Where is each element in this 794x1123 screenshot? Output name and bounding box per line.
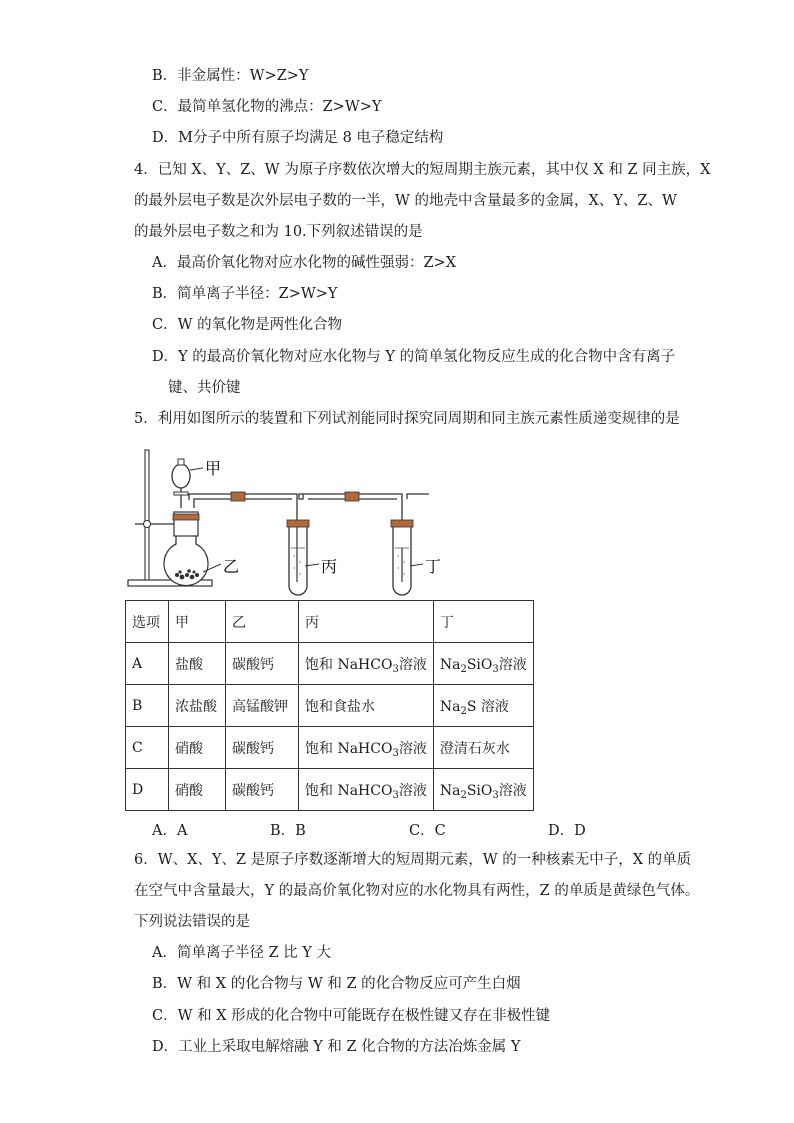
q4-stem-line2: 的最外层电子数是次外层电子数的一半，W 的地壳中含量最多的金属，X、Y、Z、W [134, 193, 677, 209]
table-cell: 硝酸 [169, 769, 226, 811]
table-cell: 碳酸钙 [226, 769, 299, 811]
q6-option-b: B．W 和 X 的化合物与 W 和 Z 的化合物反应可产生白烟 [152, 976, 521, 992]
table-cell: 饱和 NaHCO$_3$溶液 [299, 727, 434, 769]
rubber-connector-1 [231, 492, 245, 501]
q6-stem-line1: 6．W、X、Y、Z 是原子序数逐渐增大的短周期元素，W 的一种核素无中子，X 的单质 [134, 852, 692, 868]
label-ding: 丁 [425, 557, 442, 576]
table-cell: D [126, 769, 169, 811]
separatory-funnel [172, 459, 190, 508]
table-cell: 浓盐酸 [169, 685, 226, 727]
table-cell: 盐酸 [169, 643, 226, 685]
reagent-table [125, 600, 534, 811]
q6-stem-line2: 在空气中含量最大，Y 的最高价氧化物对应的水化物具有两性，Z 的单质是黄绿色气体。 [134, 883, 700, 899]
q4-option-c: C．W 的氧化物是两性化合物 [152, 317, 343, 333]
q5-answer-d: D．D [548, 823, 586, 839]
table-cell: $Na_2S$ 溶液 [433, 685, 533, 727]
header-cell: 乙 [226, 601, 299, 643]
table-cell: 饱和食盐水 [299, 685, 434, 727]
q6-option-a: A．简单离子半径 Z 比 Y 大 [152, 945, 332, 961]
q3-option-b: B．非金属性：W>Z>Y [152, 68, 309, 84]
table-row [126, 685, 534, 727]
table-cell: C [126, 727, 169, 769]
table-cell: $Na_2SiO_3$溶液 [433, 769, 533, 811]
q4-option-d-line2: 键、共价键 [168, 380, 241, 396]
header-cell: 选项 [126, 601, 169, 643]
rubber-connector-2 [345, 492, 359, 501]
table-cell: 高锰酸钾 [226, 685, 299, 727]
label-bing: 丙 [321, 557, 338, 576]
q5-stem: 5．利用如图所示的装置和下列试剂能同时探究同周期和同主族元素性质递变规律的是 [134, 411, 680, 427]
round-bottom-flask [164, 512, 208, 586]
table-cell: $Na_2SiO_3$溶液 [433, 643, 533, 685]
q4-stem-line3: 的最外层电子数之和为 10.下列叙述错误的是 [134, 224, 423, 240]
header-cell: 丁 [433, 601, 533, 643]
q5-answer-c: C．C [409, 823, 446, 839]
table-header-row [126, 601, 534, 643]
table-cell: B [126, 685, 169, 727]
q5-answer-a: A．A [152, 823, 188, 839]
table-cell: 饱和 NaHCO$_3$溶液 [299, 769, 434, 811]
q3-option-d: D．M分子中所有原子均满足 8 电子稳定结构 [152, 130, 444, 146]
q5-answer-b: B．B [270, 823, 306, 839]
label-yi: 乙 [223, 557, 240, 576]
table-cell: 碳酸钙 [226, 727, 299, 769]
q4-option-a: A．最高价氧化物对应水化物的碱性强弱：Z>X [152, 255, 457, 271]
table-row [126, 727, 534, 769]
table-cell: 饱和 NaHCO$_3$溶液 [299, 643, 434, 685]
table-cell: 碳酸钙 [226, 643, 299, 685]
table-row [126, 643, 534, 685]
stand-rod [145, 450, 149, 580]
table-cell: 澄清石灰水 [433, 727, 533, 769]
q5-answer-options [152, 819, 612, 839]
q6-stem-line3: 下列说法错误的是 [134, 914, 250, 930]
q6-option-d: D．工业上采取电解熔融 Y 和 Z 化合物的方法冶炼金属 Y [152, 1039, 521, 1055]
q6-option-c: C．W 和 X 形成的化合物中可能既存在极性键又存在非极性键 [152, 1008, 551, 1024]
q4-option-d-line1: D．Y 的最高价氧化物对应水化物与 Y 的简单氢化物反应生成的化合物中含有离子 [152, 349, 676, 365]
q4-stem-line1: 4．已知 X、Y、Z、W 为原子序数依次增大的短周期主族元素，其中仅 X 和 Z 同主族，X [134, 162, 711, 178]
label-jia: 甲 [205, 459, 222, 478]
q4-option-b: B．简单离子半径：Z>W>Y [152, 286, 338, 302]
q3-option-c: C．最简单氢化物的沸点：Z>W>Y [152, 99, 382, 115]
test-tube-bing [287, 520, 309, 595]
header-cell: 丙 [299, 601, 434, 643]
header-cell: 甲 [169, 601, 226, 643]
table-row [126, 769, 534, 811]
table-cell: A [126, 643, 169, 685]
clamp-knob [144, 521, 151, 528]
table-cell: 硝酸 [169, 727, 226, 769]
test-tube-ding [391, 520, 413, 595]
lab-apparatus-figure [125, 448, 445, 600]
